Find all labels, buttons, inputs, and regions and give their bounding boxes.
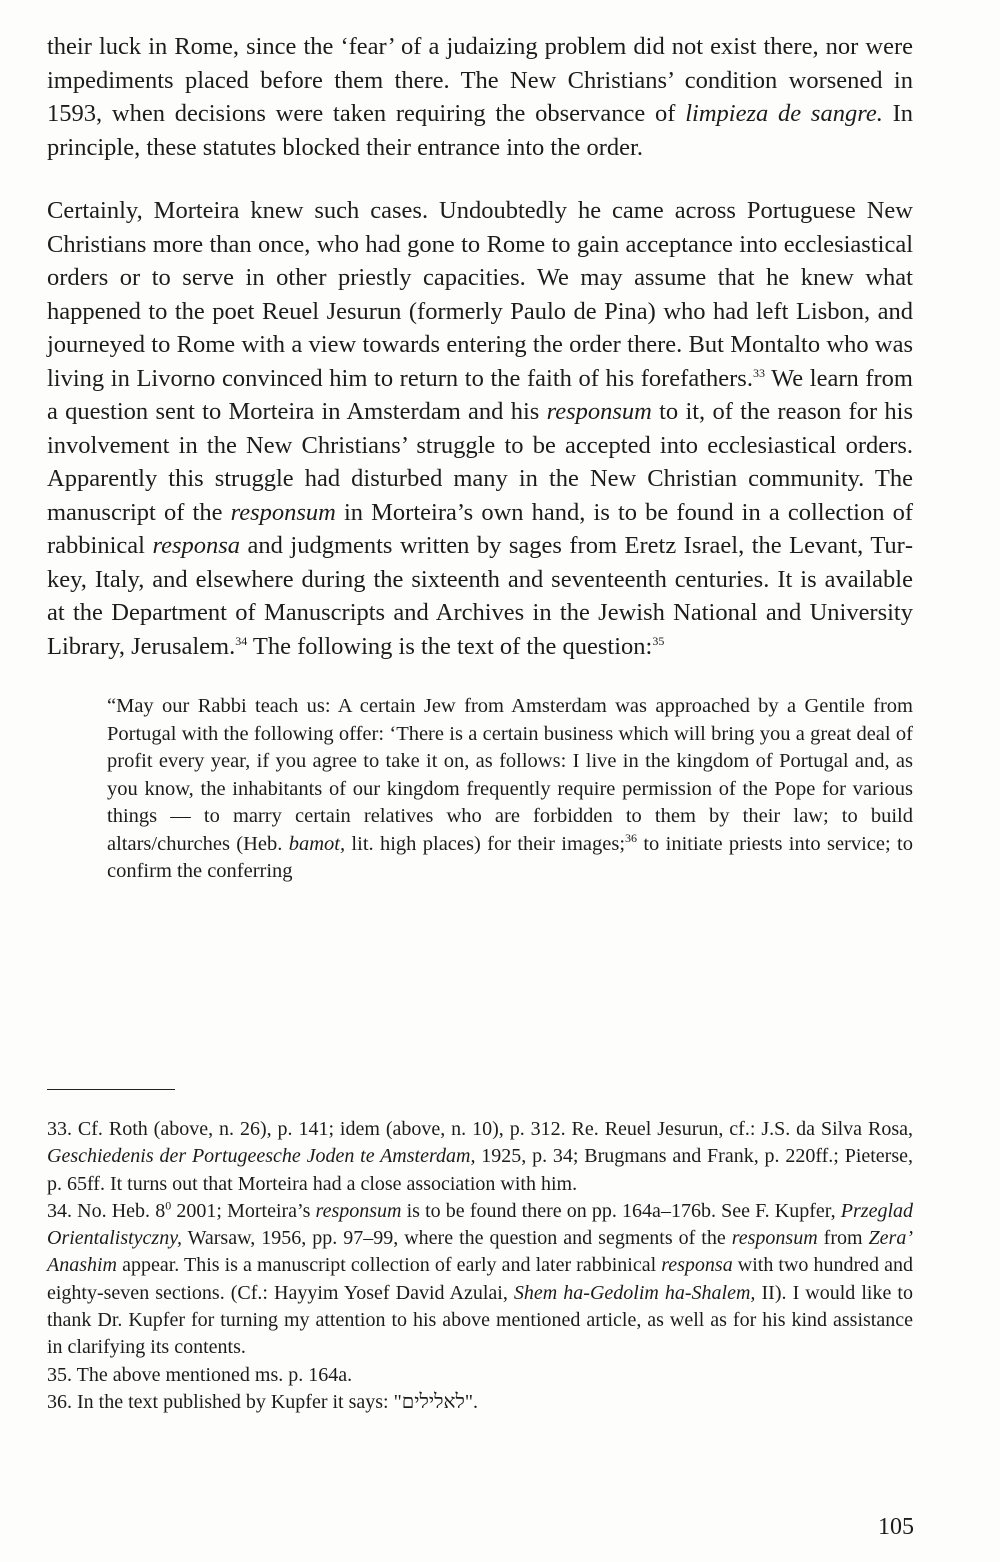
footnote-ref-33[interactable]: 33 — [752, 365, 765, 380]
block-quote — [107, 693, 913, 886]
footnote-ref-34[interactable]: 34 — [235, 633, 248, 648]
footnote-divider — [47, 1089, 175, 1090]
text: 2001; Morteira’s — [171, 1199, 316, 1222]
text: to initiate priests into service; to confirm the conferring — [107, 832, 913, 882]
text: their luck in Rome, since the ‘fear’ of a judaizing problem did not exist there, nor were impediments placed before them there. The New Christians’ condition worsened in 1593, when decisions were taken requiring the observance of — [47, 33, 913, 127]
paragraph-2 — [47, 194, 913, 663]
footnote-ref-35[interactable]: 35 — [652, 633, 665, 648]
footnotes — [47, 1116, 913, 1416]
text: Warsaw, 1956, pp. 97–99, where the question and segments of the — [181, 1227, 732, 1250]
footnote-35: 35. The above mentioned ms. p. 164a. — [47, 1363, 353, 1386]
text: in Morteira’s own hand, is to be found in a collection of rabbinical — [47, 498, 913, 559]
text: 36. In the text published by Kupfer it says: — [47, 1390, 394, 1413]
italic-title: Zera’ Anashim — [47, 1227, 913, 1277]
text: 33. Cf. Roth (above, n. 26), p. 141; idem (above, n. 10), p. 312. Re. Reuel Jesurun, cf.: J.S. da Silva Rosa, — [47, 1118, 913, 1140]
text: In principle, these statutes blocked their entrance into the order. — [47, 100, 913, 161]
text: II). I would like to thank Dr. Kupfer for turning my attention to his above mentioned article, as well as for his kind assistance in clarifying its contents. — [47, 1281, 913, 1359]
text: and judgments written by sages from Eretz Israel, the Levant, Turkey, Italy, and elsewhere during the sixteenth and seventeenth centuries. It is available at the Department of Manuscripts and Archives in the Jewish National and University Library, Jerusalem. — [47, 532, 914, 660]
italic-term: bamot, — [288, 832, 346, 855]
italic-title: Przeglad Orientalistyczny, — [47, 1199, 913, 1250]
footnote-36 — [47, 1389, 913, 1416]
text: is to be found there on pp. 164a–176b. See F. Kupfer, — [401, 1199, 841, 1222]
italic-term: responsa — [661, 1254, 733, 1277]
hebrew-word: "לאלילים". — [393, 1390, 479, 1413]
footnote-34 — [47, 1198, 913, 1362]
italic-term: responsum — [315, 1199, 402, 1222]
text: “May our Rabbi teach us: A certain Jew from Amsterdam was approached by a Gentile from Portugal with the following offer: ‘There is a certain business which will bring you a great deal of profit every year, if you agree to take it on, as follows: I live in the kingdom of Portugal and, as you know, the inhabitants of our kingdom frequently require permission of the Pope for various things — to marry certain relatives who are forbidden to them by their law; to build altars/churches (Heb. — [107, 695, 913, 855]
page-number: 105 — [878, 1514, 914, 1540]
text: appear. This is a manuscript collection of early and later rabbinical — [117, 1254, 662, 1277]
paragraph-1 — [47, 30, 913, 164]
italic-title: Shem ha-Gedolim ha-Shalem, — [513, 1281, 756, 1304]
footnote-ref-36[interactable]: 36 — [625, 830, 638, 845]
italic-term: limpieza de sangre. — [685, 100, 883, 127]
text: from — [817, 1227, 869, 1250]
text: with two hundred and eighty-seven sections. (Cf.: Hayyim Yosef David Azulai, — [47, 1254, 913, 1304]
text: The following is the text of the question: — [247, 632, 653, 660]
italic-term: responsum — [230, 498, 336, 526]
footnote-33 — [47, 1116, 913, 1198]
text: Certainly, Morteira knew such cases. Undoubtedly he came across Portuguese New Christians more than once, who had gone to Rome to gain acceptance into ecclesiastical orders or to serve in other priestly capacities. We may assume that he knew what happened to the poet Reuel Jesurun (formerly Paulo de Pina) who had left Lisbon, and journeyed to Rome with a view towards entering the order there. But Montalto who was living in Livorno convinced him to return to the faith of his forefathers. — [47, 197, 913, 392]
superscript: 0 — [165, 1198, 172, 1213]
italic-term: responsum — [731, 1227, 818, 1250]
italic-title: Geschiedenis der Portugeesche Joden te Amsterdam, — [47, 1145, 476, 1168]
italic-term: responsa — [152, 532, 241, 559]
text: lit. high places) for their images; — [345, 832, 626, 855]
page-body — [47, 30, 913, 886]
text: 1925, p. 34; Brugmans and Frank, p. 220ff.; Pieterse, p. 65ff. It turns out that Morteira had a close association with him. — [47, 1145, 914, 1195]
text: 34. No. Heb. 8 — [47, 1199, 166, 1222]
italic-term: responsum — [546, 398, 652, 425]
text: We learn from a question sent to Morteira in Amsterdam and his — [47, 364, 913, 425]
text: to it, of the reason for his involvement in the New Christians’ struggle to be accepted into ecclesiastical orders. Apparently this struggle had disturbed many in the New Christian community. The manuscript of the — [47, 398, 913, 526]
